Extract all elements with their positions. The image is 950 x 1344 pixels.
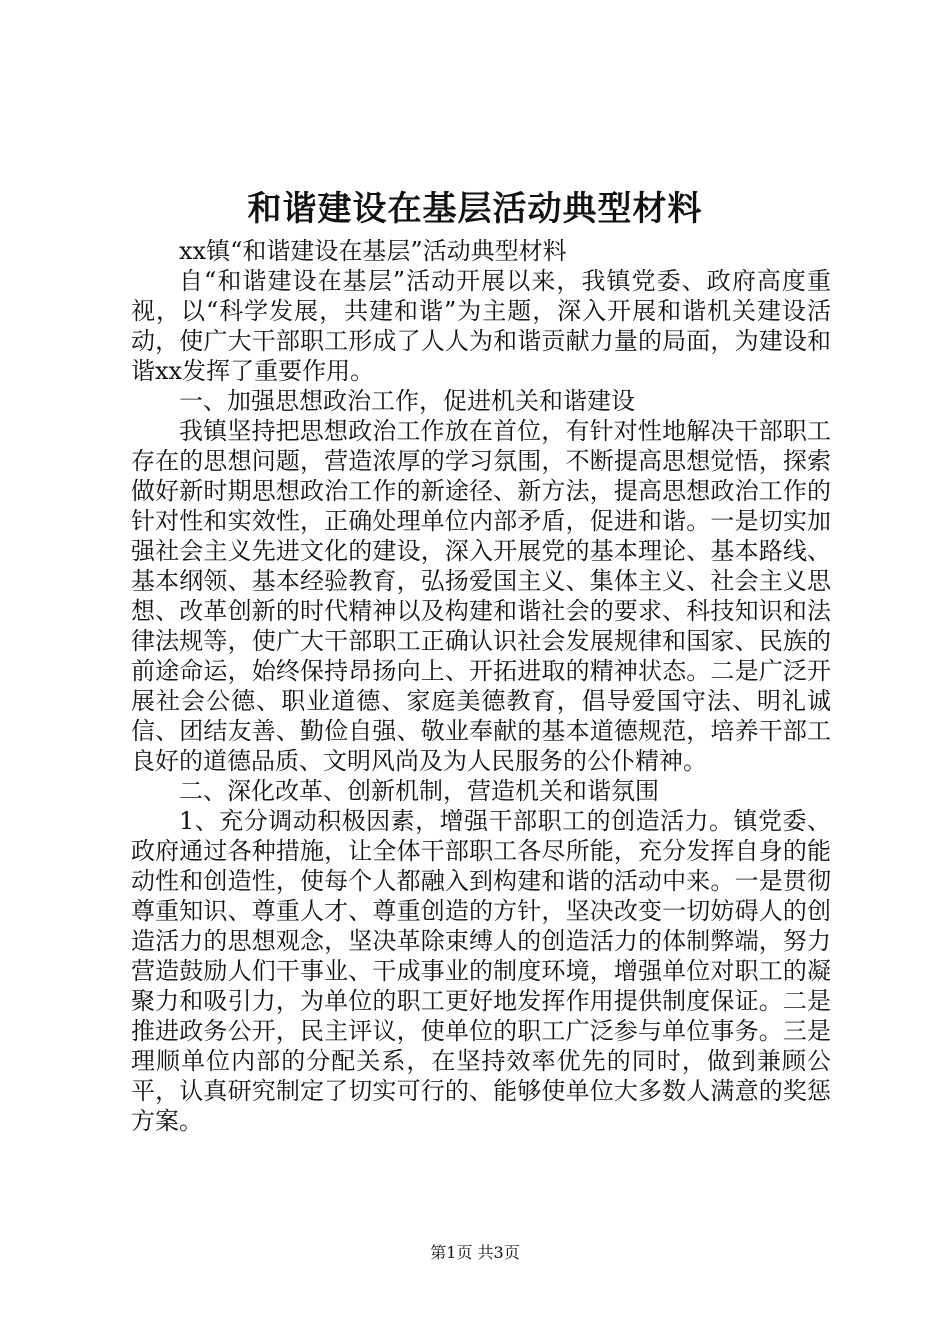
page-footer: 第1页 共3页 [430, 1243, 520, 1262]
document-body [131, 236, 831, 1136]
subtitle-paragraph: xx镇“和谐建设在基层”活动典型材料 [179, 237, 567, 265]
section-1-paragraph: 我镇坚持把思想政治工作放在首位，有针对性地解决干部职工存在的思想问题，营造浓厚的学习氛围，不断提高思想觉悟，探索做好新时期思想政治工作的新途径、新方法，提高思想政治工作的针对性和实效性，正确处理单位内部矛盾，促进和谐。一是切实加强社会主义先进文化的建设，深入开展党的基本理论、基本路线、基本纲领、基本经验教育，弘扬爱国主义、集体主义、社会主义思想、改革创新的时代精神以及构建和谐社会的要求、科技知识和法律法规等，使广大干部职工正确认识社会发展规律和国家、民族的前途命运，始终保持昂扬向上、开拓进取的精神状态。二是广泛开展社会公德、职业道德、家庭美德教育，倡导爱国守法、明礼诚信、团结友善、勤俭自强、敬业奉献的基本道德规范，培养干部工良好的道德品质、文明风尚及为人民服务的公仆精神。 [131, 417, 831, 775]
section-2-paragraph: 1、充分调动积极因素，增强干部职工的创造活力。镇党委、政府通过各种措施，让全体干部职工各尽所能，充分发挥自身的能动性和创造性，使每个人都融入到构建和谐的活动中来。一是贯彻尊重知识、尊重人才、尊重创造的方针，坚决改变一切妨碍人的创造活力的思想观念，坚决革除束缚人的创造活力的体制弊端，努力营造鼓励人们干事业、干成事业的制度环境，增强单位对职工的凝聚力和吸引力，为单位的职工更好地发挥作用提供制度保证。二是推进政务公开，民主评议，使单位的职工广泛参与单位事务。三是理顺单位内部的分配关系，在坚持效率优先的同时，做到兼顾公平，认真研究制定了切实可行的、能够使单位大多数人满意的奖惩方案。 [131, 807, 831, 1135]
intro-paragraph: 自“和谐建设在基层”活动开展以来，我镇党委、政府高度重视，以“科学发展，共建和谐”为主题，深入开展和谐机关建设活动，使广大干部职工形成了人人为和谐贡献力量的局面，为建设和谐xx发挥了重要作用。 [131, 267, 831, 385]
section-heading-1: 一、加强思想政治工作，促进机关和谐建设 [179, 387, 635, 415]
section-heading-2: 二、深化改革、创新机制，营造机关和谐氛围 [179, 777, 659, 805]
document-title: 和谐建设在基层活动典型材料 [247, 189, 703, 229]
